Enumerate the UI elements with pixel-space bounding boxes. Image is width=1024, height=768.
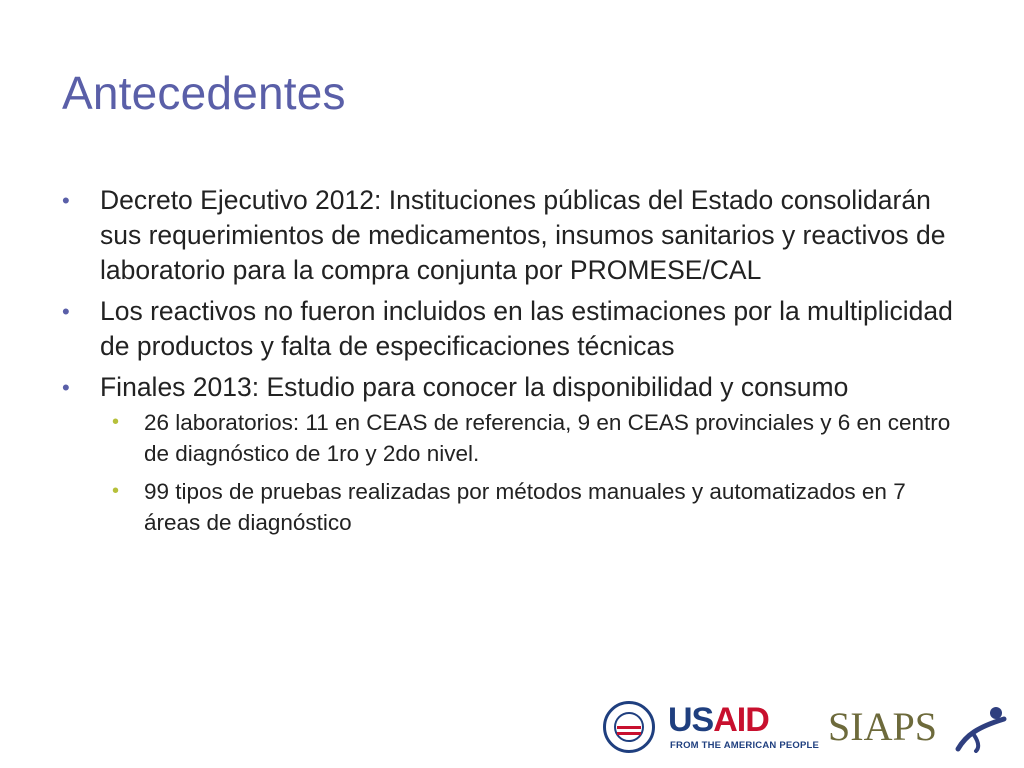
bullet-marker: • bbox=[62, 188, 70, 213]
sub-bullet-marker: • bbox=[112, 411, 120, 433]
usaid-wordmark-us: US bbox=[668, 701, 714, 739]
bullet-list bbox=[62, 183, 962, 545]
usaid-wordmark bbox=[668, 703, 769, 737]
bullet-item bbox=[62, 294, 962, 364]
usaid-tagline: FROM THE AMERICAN PEOPLE bbox=[670, 740, 820, 751]
siaps-wordmark: SIAPS bbox=[828, 704, 937, 749]
bullet-item bbox=[62, 183, 962, 288]
bullet-item bbox=[62, 370, 962, 538]
usaid-wordmark-aid: AID bbox=[713, 701, 769, 739]
sub-bullet-text: 99 tipos de pruebas realizadas por métodos manuales y automatizados en 7 áreas de diagnóstico bbox=[144, 479, 906, 535]
sub-bullet-item bbox=[100, 407, 962, 469]
footer-logos bbox=[600, 695, 1012, 759]
bullet-marker: • bbox=[62, 375, 70, 400]
sub-bullet-marker: • bbox=[112, 480, 120, 502]
sub-bullet-list bbox=[100, 407, 962, 538]
slide-title: Antecedentes bbox=[62, 67, 346, 119]
sub-bullet-item bbox=[100, 476, 962, 538]
bullet-text: Finales 2013: Estudio para conocer la disponibilidad y consumo bbox=[100, 372, 849, 402]
sub-bullet-text: 26 laboratorios: 11 en CEAS de referencia, 9 en CEAS provinciales y 6 en centro de diagnóstico de 1ro y 2do nivel. bbox=[144, 410, 951, 466]
siaps-figure-icon bbox=[952, 705, 1010, 753]
seal-stripe bbox=[617, 732, 641, 735]
seal-stripe bbox=[617, 726, 641, 729]
bullet-text: Decreto Ejecutivo 2012: Instituciones públicas del Estado consolidarán sus requerimientos de medicamentos, insumos sanitarios y reactivos de laboratorio para la compra conjunta por PROMESE/CAL bbox=[100, 185, 946, 285]
usaid-seal-logo bbox=[603, 701, 655, 753]
bullet-marker: • bbox=[62, 299, 70, 324]
bullet-text: Los reactivos no fueron incluidos en las estimaciones por la multiplicidad de productos y falta de especificaciones técnicas bbox=[100, 296, 953, 361]
